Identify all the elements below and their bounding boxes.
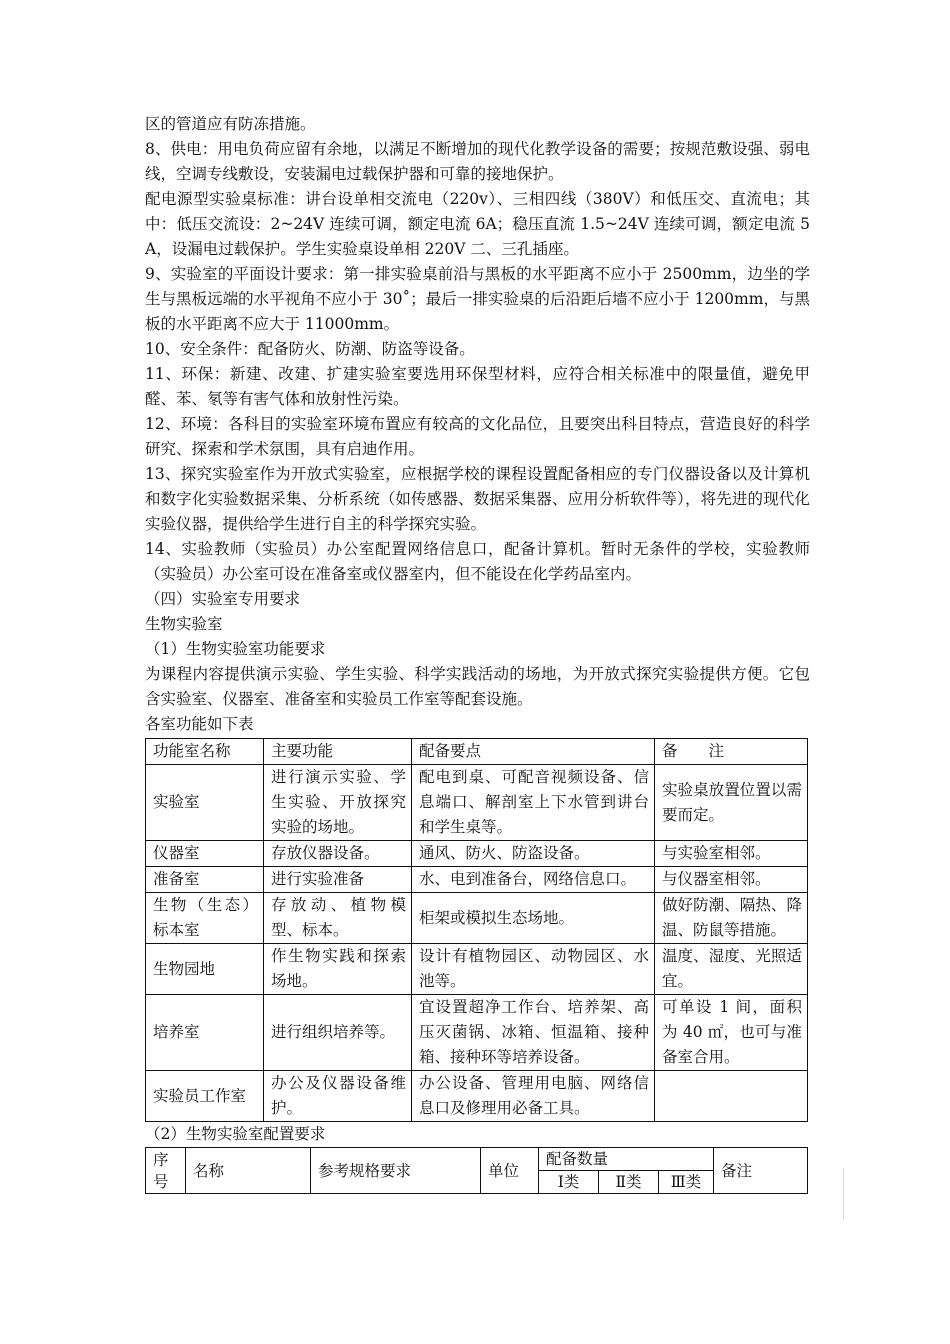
equipment-cell: 水、电到准备台，网络信息口。 [412,867,655,893]
header-cell-unit: 单位 [481,1148,539,1194]
paragraph: 为课程内容提供演示实验、学生实验、科学实践活动的场地，为开放式探究实验提供方便。它包含实验室、仪器室、准备室和实验员工作室等配套设施。 [145,665,810,708]
subsection-heading: 生物实验室 [145,615,223,633]
header-cell: 备 注 [655,739,808,765]
table-row [146,1071,808,1122]
header-cell: 功能室名称 [146,739,264,765]
table-row [146,867,808,893]
remark-cell: 做好防潮、隔热、降温、防鼠等措施。 [655,893,808,944]
paragraph: 14、实验教师（实验员）办公室配置网络信息口，配备计算机。暂时无条件的学校，实验教师（实验员）办公室可设在准备室或仪器室内，但不能设在化学药品室内。 [145,540,810,583]
header-cell-note: 备注 [714,1148,808,1194]
page-edge-line [843,1168,844,1220]
equipment-cell: 宜设置超净工作台、培养架、高压灭菌锅、冰箱、恒温箱、接种箱、接种环等培养设备。 [412,995,655,1071]
subsection-heading: （2）生物实验室配置要求 [145,1125,326,1143]
table-header-row [146,1148,808,1171]
paragraph: 13、探究实验室作为开放式实验室，应根据学校的课程设置配备相应的专门仪器设备以及计算机和数字化实验数据采集、分析系统（如传感器、数据采集器、应用分析软件等），将先进的现代化实验仪器，提供给学生进行自主的科学探究实验。 [145,465,810,533]
header-cell-quantity: 配备数量 [539,1148,714,1171]
paragraph: 11、环保：新建、改建、扩建实验室要选用环保型材料，应符合相关标准中的限量值，避免甲醛、苯、氡等有害气体和放射性污染。 [145,365,810,408]
room-name-cell: 实验员工作室 [146,1071,264,1122]
header-cell-class-2: Ⅱ类 [599,1171,659,1194]
equipment-cell: 柜架或模拟生态场地。 [412,893,655,944]
room-name-cell: 准备室 [146,867,264,893]
remark-cell: 与仪器室相邻。 [655,867,808,893]
table-row [146,893,808,944]
equipment-cell: 办公设备、管理用电脑、网络信息口及修理用必备工具。 [412,1071,655,1122]
remark-cell [655,1071,808,1122]
header-cell-seq: 序号 [146,1148,186,1194]
remark-cell: 实验桌放置位置以需要而定。 [655,765,808,841]
function-cell: 存放动、植物模型、标本。 [264,893,412,944]
function-cell: 进行组织培养等。 [264,995,412,1071]
header-cell: 配备要点 [412,739,655,765]
header-cell-name: 名称 [186,1148,311,1194]
equipment-cell: 通风、防火、防盗设备。 [412,841,655,867]
remark-cell: 可单设 1 间，面积为 40 ㎡，也可与准备室合用。 [655,995,808,1071]
function-cell: 存放仪器设备。 [264,841,412,867]
document-page [145,112,810,1194]
function-table [145,738,808,1122]
header-cell: 主要功能 [264,739,412,765]
paragraph: 10、安全条件：配备防火、防潮、防盗等设备。 [145,340,475,358]
header-cell-class-1: Ⅰ类 [539,1171,599,1194]
configuration-table [145,1147,808,1194]
function-cell: 进行实验准备 [264,867,412,893]
table-header-row [146,739,808,765]
paragraph: 区的管道应有防冻措施。 [145,115,316,133]
header-cell-class-3: Ⅲ类 [659,1171,714,1194]
paragraph: 8、供电：用电负荷应留有余地，以满足不断增加的现代化教学设备的需要；按规范敷设强、弱电线，空调专线敷设，安装漏电过载保护器和可靠的接地保护。 [145,140,810,183]
remark-cell: 温度、湿度、光照适宜。 [655,944,808,995]
subsection-heading: （1）生物实验室功能要求 [145,640,326,658]
room-name-cell: 实验室 [146,765,264,841]
paragraph: 配电源型实验桌标准：讲台设单相交流电（220v）、三相四线（380V）和低压交、直流电；其中：低压交流设：2~24V 连续可调，额定电流 6A；稳压直流 1.5~24V 连续可调，额定电流 5A，设漏电过载保护。学生实验桌设单相 220V 二、三孔插座。 [145,190,810,258]
section-heading: （四）实验室专用要求 [145,590,301,608]
room-name-cell: 生物（生态）标本室 [146,893,264,944]
function-cell: 进行演示实验、学生实验、开放探究实验的场地。 [264,765,412,841]
room-name-cell: 仪器室 [146,841,264,867]
equipment-cell: 配电到桌、可配音视频设备、信息端口、解剖室上下水管到讲台和学生桌等。 [412,765,655,841]
function-cell: 办公及仪器设备维护。 [264,1071,412,1122]
table-row [146,841,808,867]
paragraph: 12、环境：各科目的实验室环境布置应有较高的文化品位，且要突出科目特点，营造良好的科学研究、探索和学术氛围，具有启迪作用。 [145,415,810,458]
paragraph: 9、实验室的平面设计要求：第一排实验桌前沿与黑板的水平距离不应小于 2500mm，边坐的学生与黑板远端的水平视角不应小于 30˚；最后一排实验桌的后沿距后墙不应小于 1200mm，与黑板的水平距离不应大于 11000mm。 [145,265,810,333]
table-row [146,944,808,995]
function-cell: 作生物实践和探索场地。 [264,944,412,995]
table-row [146,765,808,841]
table-row [146,995,808,1071]
table-caption: 各室功能如下表 [145,715,254,733]
room-name-cell: 生物园地 [146,944,264,995]
remark-cell: 与实验室相邻。 [655,841,808,867]
header-cell-spec: 参考规格要求 [311,1148,481,1194]
equipment-cell: 设计有植物园区、动物园区、水池等。 [412,944,655,995]
room-name-cell: 培养室 [146,995,264,1071]
